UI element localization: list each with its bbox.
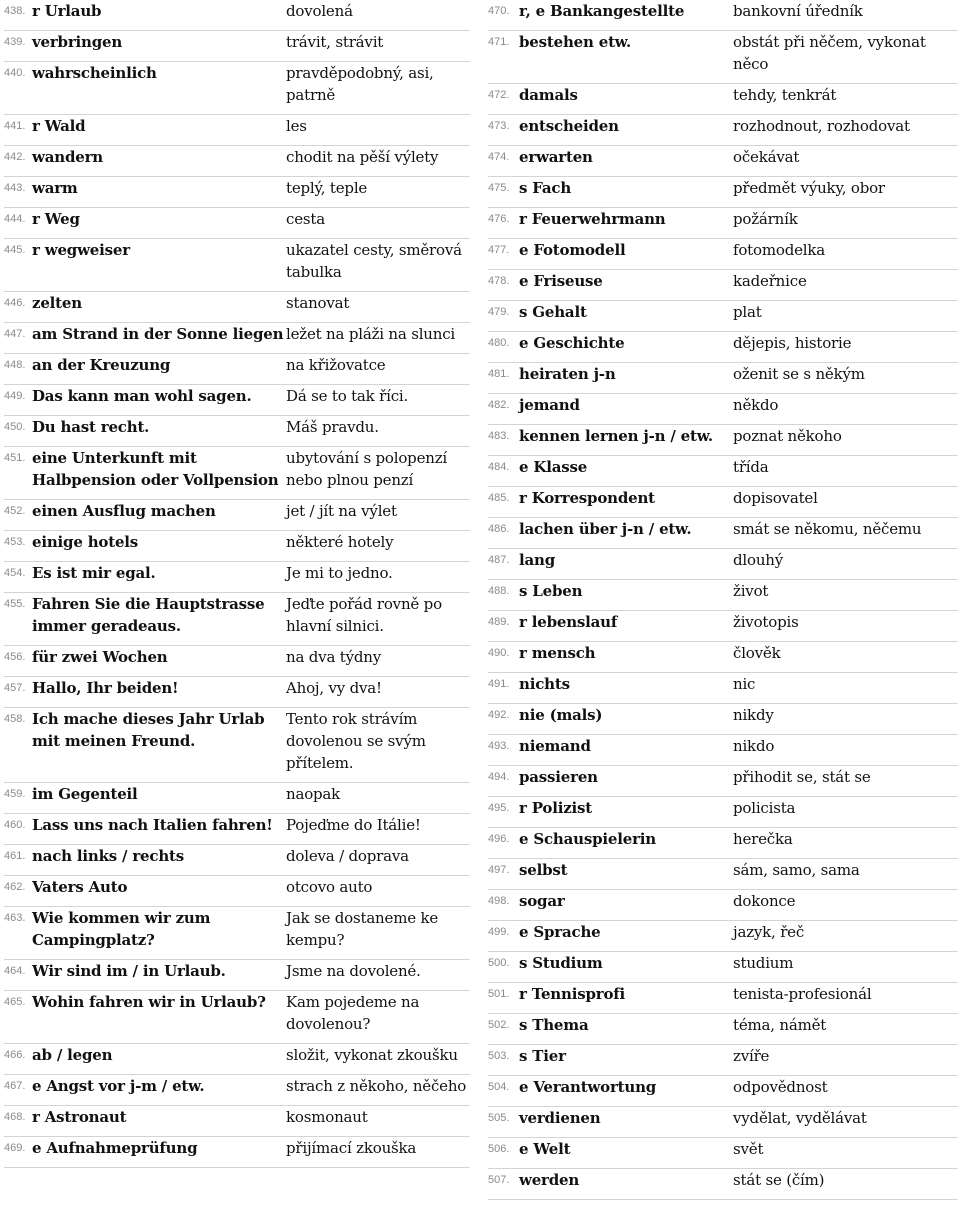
vocabulary-entry: [4, 323, 470, 354]
vocabulary-entry: [488, 952, 958, 983]
vocabulary-entry: [4, 0, 470, 31]
german-term: e Welt: [519, 1138, 733, 1169]
vocabulary-entry: [4, 1075, 470, 1106]
german-term: eine Unterkunft mit Halbpension oder Vollpension: [32, 447, 286, 500]
czech-translation: složit, vykonat zkoušku: [286, 1044, 470, 1075]
german-term: nie (mals): [519, 704, 733, 735]
entry-number: 449.: [4, 385, 32, 416]
entry-number: 461.: [4, 845, 32, 876]
vocabulary-entry: [488, 704, 958, 735]
czech-translation: Jsme na dovolené.: [286, 960, 470, 991]
entry-number: 450.: [4, 416, 32, 447]
czech-translation: fotomodelka: [733, 239, 958, 270]
german-term: e Schauspielerin: [519, 828, 733, 859]
entry-number: 487.: [488, 549, 519, 580]
czech-translation: zvíře: [733, 1045, 958, 1076]
vocabulary-entry: [4, 146, 470, 177]
german-term: verdienen: [519, 1107, 733, 1138]
vocabulary-entry: [488, 0, 958, 31]
german-term: für zwei Wochen: [32, 646, 286, 677]
vocabulary-entry: [488, 1045, 958, 1076]
german-term: r Tennisprofi: [519, 983, 733, 1014]
german-term: Hallo, Ihr beiden!: [32, 677, 286, 708]
german-term: Es ist mir egal.: [32, 562, 286, 593]
czech-translation: doleva / doprava: [286, 845, 470, 876]
czech-translation: pravděpodobný, asi, patrně: [286, 62, 470, 115]
czech-translation: Kam pojedeme na dovolenou?: [286, 991, 470, 1044]
entry-number: 482.: [488, 394, 519, 425]
entry-number: 485.: [488, 487, 519, 518]
entry-number: 460.: [4, 814, 32, 845]
german-term: r Wald: [32, 115, 286, 146]
german-term: Ich mache dieses Jahr Urlab mit meinen Freund.: [32, 708, 286, 783]
czech-translation: les: [286, 115, 470, 146]
german-term: r Urlaub: [32, 0, 286, 31]
czech-translation: některé hotely: [286, 531, 470, 562]
vocabulary-entry: [488, 425, 958, 456]
german-term: im Gegenteil: [32, 783, 286, 814]
vocabulary-entry: [4, 783, 470, 814]
czech-translation: přijímací zkouška: [286, 1137, 470, 1168]
german-term: wandern: [32, 146, 286, 177]
german-term: selbst: [519, 859, 733, 890]
entry-number: 493.: [488, 735, 519, 766]
entry-number: 467.: [4, 1075, 32, 1106]
entry-number: 499.: [488, 921, 519, 952]
vocabulary-entry: [4, 960, 470, 991]
german-term: s Tier: [519, 1045, 733, 1076]
czech-translation: tehdy, tenkrát: [733, 84, 958, 115]
vocabulary-entry: [4, 814, 470, 845]
entry-number: 490.: [488, 642, 519, 673]
czech-translation: chodit na pěší výlety: [286, 146, 470, 177]
vocabulary-entry: [488, 518, 958, 549]
vocabulary-entry: [4, 208, 470, 239]
german-term: nichts: [519, 673, 733, 704]
vocabulary-entry: [488, 456, 958, 487]
czech-translation: stanovat: [286, 292, 470, 323]
german-term: Lass uns nach Italien fahren!: [32, 814, 286, 845]
czech-translation: Pojeďme do Itálie!: [286, 814, 470, 845]
vocabulary-entry: [4, 845, 470, 876]
entry-number: 454.: [4, 562, 32, 593]
vocabulary-entry: [4, 677, 470, 708]
german-term: niemand: [519, 735, 733, 766]
german-term: r lebenslauf: [519, 611, 733, 642]
czech-translation: člověk: [733, 642, 958, 673]
entry-number: 440.: [4, 62, 32, 115]
entry-number: 496.: [488, 828, 519, 859]
vocabulary-entry: [4, 646, 470, 677]
entry-number: 500.: [488, 952, 519, 983]
vocabulary-entry: [488, 301, 958, 332]
czech-translation: nikdo: [733, 735, 958, 766]
entry-number: 498.: [488, 890, 519, 921]
vocabulary-entry: [488, 921, 958, 952]
czech-translation: naopak: [286, 783, 470, 814]
entry-number: 471.: [488, 31, 519, 84]
entry-number: 447.: [4, 323, 32, 354]
entry-number: 486.: [488, 518, 519, 549]
german-term: r Astronaut: [32, 1106, 286, 1137]
czech-translation: stát se (čím): [733, 1169, 958, 1200]
czech-translation: tenista-profesionál: [733, 983, 958, 1014]
entry-number: 463.: [4, 907, 32, 960]
german-term: an der Kreuzung: [32, 354, 286, 385]
czech-translation: životopis: [733, 611, 958, 642]
entry-number: 495.: [488, 797, 519, 828]
entry-number: 474.: [488, 146, 519, 177]
czech-translation: dokonce: [733, 890, 958, 921]
german-term: s Gehalt: [519, 301, 733, 332]
entry-number: 480.: [488, 332, 519, 363]
german-term: am Strand in der Sonne liegen: [32, 323, 286, 354]
german-term: s Leben: [519, 580, 733, 611]
czech-translation: svět: [733, 1138, 958, 1169]
vocabulary-entry: [488, 611, 958, 642]
czech-translation: sám, samo, sama: [733, 859, 958, 890]
czech-translation: herečka: [733, 828, 958, 859]
czech-translation: bankovní úředník: [733, 0, 958, 31]
entry-number: 473.: [488, 115, 519, 146]
entry-number: 451.: [4, 447, 32, 500]
vocabulary-column-left: [4, 0, 470, 1168]
czech-translation: dopisovatel: [733, 487, 958, 518]
entry-number: 478.: [488, 270, 519, 301]
german-term: s Thema: [519, 1014, 733, 1045]
vocabulary-entry: [4, 1137, 470, 1168]
german-term: e Klasse: [519, 456, 733, 487]
vocabulary-entry: [488, 890, 958, 921]
german-term: r Korrespondent: [519, 487, 733, 518]
vocabulary-entry: [488, 177, 958, 208]
entry-number: 452.: [4, 500, 32, 531]
entry-number: 494.: [488, 766, 519, 797]
entry-number: 438.: [4, 0, 32, 31]
czech-translation: předmět výuky, obor: [733, 177, 958, 208]
entry-number: 472.: [488, 84, 519, 115]
german-term: einige hotels: [32, 531, 286, 562]
vocabulary-entry: [488, 859, 958, 890]
czech-translation: někdo: [733, 394, 958, 425]
czech-translation: přihodit se, stát se: [733, 766, 958, 797]
vocabulary-entry: [488, 1014, 958, 1045]
vocabulary-table-right: [488, 0, 958, 1200]
czech-translation: ubytování s polopenzí nebo plnou penzí: [286, 447, 470, 500]
german-term: Du hast recht.: [32, 416, 286, 447]
german-term: Wohin fahren wir in Urlaub?: [32, 991, 286, 1044]
vocabulary-entry: [488, 673, 958, 704]
vocabulary-entry: [488, 208, 958, 239]
czech-translation: dějepis, historie: [733, 332, 958, 363]
entry-number: 507.: [488, 1169, 519, 1200]
entry-number: 441.: [4, 115, 32, 146]
german-term: r mensch: [519, 642, 733, 673]
vocabulary-entry: [4, 1044, 470, 1075]
german-term: warm: [32, 177, 286, 208]
entry-number: 469.: [4, 1137, 32, 1168]
entry-number: 502.: [488, 1014, 519, 1045]
czech-translation: na křižovatce: [286, 354, 470, 385]
german-term: r, e Bankangestellte: [519, 0, 733, 31]
entry-number: 483.: [488, 425, 519, 456]
vocabulary-entry: [4, 876, 470, 907]
vocabulary-entry: [488, 735, 958, 766]
czech-translation: cesta: [286, 208, 470, 239]
vocabulary-entry: [488, 84, 958, 115]
vocabulary-entry: [488, 363, 958, 394]
german-term: Wie kommen wir zum Campingplatz?: [32, 907, 286, 960]
entry-number: 444.: [4, 208, 32, 239]
czech-translation: Ahoj, vy dva!: [286, 677, 470, 708]
german-term: werden: [519, 1169, 733, 1200]
vocabulary-entry: [488, 115, 958, 146]
german-term: Vaters Auto: [32, 876, 286, 907]
german-term: e Verantwortung: [519, 1076, 733, 1107]
vocabulary-rows-left: [4, 0, 470, 1168]
vocabulary-entry: [488, 239, 958, 270]
entry-number: 504.: [488, 1076, 519, 1107]
german-term: erwarten: [519, 146, 733, 177]
entry-number: 479.: [488, 301, 519, 332]
entry-number: 442.: [4, 146, 32, 177]
czech-translation: Dá se to tak říci.: [286, 385, 470, 416]
german-term: lang: [519, 549, 733, 580]
czech-translation: obstát při něčem, vykonat něco: [733, 31, 958, 84]
entry-number: 439.: [4, 31, 32, 62]
entry-number: 462.: [4, 876, 32, 907]
entry-number: 453.: [4, 531, 32, 562]
vocabulary-entry: [4, 385, 470, 416]
entry-number: 506.: [488, 1138, 519, 1169]
czech-translation: strach z někoho, něčeho: [286, 1075, 470, 1106]
czech-translation: ukazatel cesty, směrová tabulka: [286, 239, 470, 292]
german-term: e Sprache: [519, 921, 733, 952]
entry-number: 492.: [488, 704, 519, 735]
czech-translation: třída: [733, 456, 958, 487]
vocabulary-entry: [4, 708, 470, 783]
czech-translation: Jeďte pořád rovně po hlavní silnici.: [286, 593, 470, 646]
vocabulary-entry: [4, 500, 470, 531]
czech-translation: otcovo auto: [286, 876, 470, 907]
vocabulary-entry: [4, 593, 470, 646]
czech-translation: policista: [733, 797, 958, 828]
czech-translation: nikdy: [733, 704, 958, 735]
entry-number: 497.: [488, 859, 519, 890]
entry-number: 491.: [488, 673, 519, 704]
vocabulary-entry: [488, 270, 958, 301]
czech-translation: oženit se s někým: [733, 363, 958, 394]
vocabulary-entry: [488, 394, 958, 425]
vocabulary-entry: [488, 983, 958, 1014]
vocabulary-entry: [488, 1169, 958, 1200]
vocabulary-entry: [4, 354, 470, 385]
vocabulary-entry: [4, 907, 470, 960]
czech-translation: požárník: [733, 208, 958, 239]
entry-number: 455.: [4, 593, 32, 646]
german-term: ab / legen: [32, 1044, 286, 1075]
german-term: e Geschichte: [519, 332, 733, 363]
czech-translation: poznat někoho: [733, 425, 958, 456]
entry-number: 466.: [4, 1044, 32, 1075]
entry-number: 456.: [4, 646, 32, 677]
czech-translation: Máš pravdu.: [286, 416, 470, 447]
vocabulary-entry: [488, 487, 958, 518]
german-term: lachen über j-n / etw.: [519, 518, 733, 549]
german-term: kennen lernen j-n / etw.: [519, 425, 733, 456]
czech-translation: dlouhý: [733, 549, 958, 580]
german-term: bestehen etw.: [519, 31, 733, 84]
vocabulary-entry: [4, 177, 470, 208]
vocabulary-rows-right: [488, 0, 958, 1200]
entry-number: 458.: [4, 708, 32, 783]
german-term: passieren: [519, 766, 733, 797]
vocabulary-entry: [4, 1106, 470, 1137]
czech-translation: studium: [733, 952, 958, 983]
entry-number: 470.: [488, 0, 519, 31]
german-term: e Aufnahmeprüfung: [32, 1137, 286, 1168]
entry-number: 477.: [488, 239, 519, 270]
vocabulary-entry: [4, 292, 470, 323]
german-term: zelten: [32, 292, 286, 323]
vocabulary-entry: [488, 31, 958, 84]
czech-translation: dovolená: [286, 0, 470, 31]
vocabulary-entry: [4, 115, 470, 146]
czech-translation: kadeřnice: [733, 270, 958, 301]
czech-translation: nic: [733, 673, 958, 704]
german-term: Wir sind im / in Urlaub.: [32, 960, 286, 991]
czech-translation: smát se někomu, něčemu: [733, 518, 958, 549]
german-term: s Studium: [519, 952, 733, 983]
vocabulary-entry: [4, 31, 470, 62]
entry-number: 445.: [4, 239, 32, 292]
german-term: Fahren Sie die Hauptstrasse immer geradeaus.: [32, 593, 286, 646]
german-term: r wegweiser: [32, 239, 286, 292]
vocabulary-entry: [4, 62, 470, 115]
german-term: entscheiden: [519, 115, 733, 146]
german-term: e Fotomodell: [519, 239, 733, 270]
german-term: einen Ausflug machen: [32, 500, 286, 531]
vocabulary-table-left: [4, 0, 470, 1168]
entry-number: 489.: [488, 611, 519, 642]
entry-number: 476.: [488, 208, 519, 239]
czech-translation: kosmonaut: [286, 1106, 470, 1137]
vocabulary-entry: [488, 766, 958, 797]
german-term: e Friseuse: [519, 270, 733, 301]
german-term: r Polizist: [519, 797, 733, 828]
vocabulary-entry: [488, 332, 958, 363]
german-term: nach links / rechts: [32, 845, 286, 876]
czech-translation: Je mi to jedno.: [286, 562, 470, 593]
vocabulary-entry: [488, 1107, 958, 1138]
german-term: r Feuerwehrmann: [519, 208, 733, 239]
vocabulary-entry: [4, 531, 470, 562]
vocabulary-entry: [488, 580, 958, 611]
german-term: sogar: [519, 890, 733, 921]
czech-translation: plat: [733, 301, 958, 332]
german-term: Das kann man wohl sagen.: [32, 385, 286, 416]
vocabulary-entry: [488, 1138, 958, 1169]
entry-number: 484.: [488, 456, 519, 487]
german-term: verbringen: [32, 31, 286, 62]
entry-number: 501.: [488, 983, 519, 1014]
czech-translation: život: [733, 580, 958, 611]
czech-translation: teplý, teple: [286, 177, 470, 208]
vocabulary-entry: [4, 416, 470, 447]
czech-translation: odpovědnost: [733, 1076, 958, 1107]
entry-number: 503.: [488, 1045, 519, 1076]
entry-number: 468.: [4, 1106, 32, 1137]
vocabulary-entry: [4, 239, 470, 292]
german-term: wahrscheinlich: [32, 62, 286, 115]
vocabulary-entry: [4, 991, 470, 1044]
czech-translation: Tento rok strávím dovolenou se svým přítelem.: [286, 708, 470, 783]
czech-translation: Jak se dostaneme ke kempu?: [286, 907, 470, 960]
vocabulary-entry: [4, 447, 470, 500]
entry-number: 457.: [4, 677, 32, 708]
entry-number: 475.: [488, 177, 519, 208]
german-term: e Angst vor j-m / etw.: [32, 1075, 286, 1106]
german-term: heiraten j-n: [519, 363, 733, 394]
czech-translation: téma, námět: [733, 1014, 958, 1045]
german-term: jemand: [519, 394, 733, 425]
entry-number: 446.: [4, 292, 32, 323]
czech-translation: rozhodnout, rozhodovat: [733, 115, 958, 146]
german-term: s Fach: [519, 177, 733, 208]
czech-translation: vydělat, vydělávat: [733, 1107, 958, 1138]
vocabulary-entry: [488, 828, 958, 859]
vocabulary-entry: [488, 1076, 958, 1107]
entry-number: 459.: [4, 783, 32, 814]
entry-number: 481.: [488, 363, 519, 394]
entry-number: 464.: [4, 960, 32, 991]
german-term: damals: [519, 84, 733, 115]
entry-number: 448.: [4, 354, 32, 385]
vocabulary-entry: [488, 549, 958, 580]
czech-translation: ležet na pláži na slunci: [286, 323, 470, 354]
entry-number: 488.: [488, 580, 519, 611]
czech-translation: očekávat: [733, 146, 958, 177]
entry-number: 505.: [488, 1107, 519, 1138]
vocabulary-entry: [488, 146, 958, 177]
vocabulary-entry: [488, 642, 958, 673]
czech-translation: na dva týdny: [286, 646, 470, 677]
vocabulary-entry: [488, 797, 958, 828]
entry-number: 443.: [4, 177, 32, 208]
czech-translation: jazyk, řeč: [733, 921, 958, 952]
vocabulary-entry: [4, 562, 470, 593]
german-term: r Weg: [32, 208, 286, 239]
entry-number: 465.: [4, 991, 32, 1044]
vocabulary-column-right: [488, 0, 958, 1200]
czech-translation: trávit, strávit: [286, 31, 470, 62]
czech-translation: jet / jít na výlet: [286, 500, 470, 531]
